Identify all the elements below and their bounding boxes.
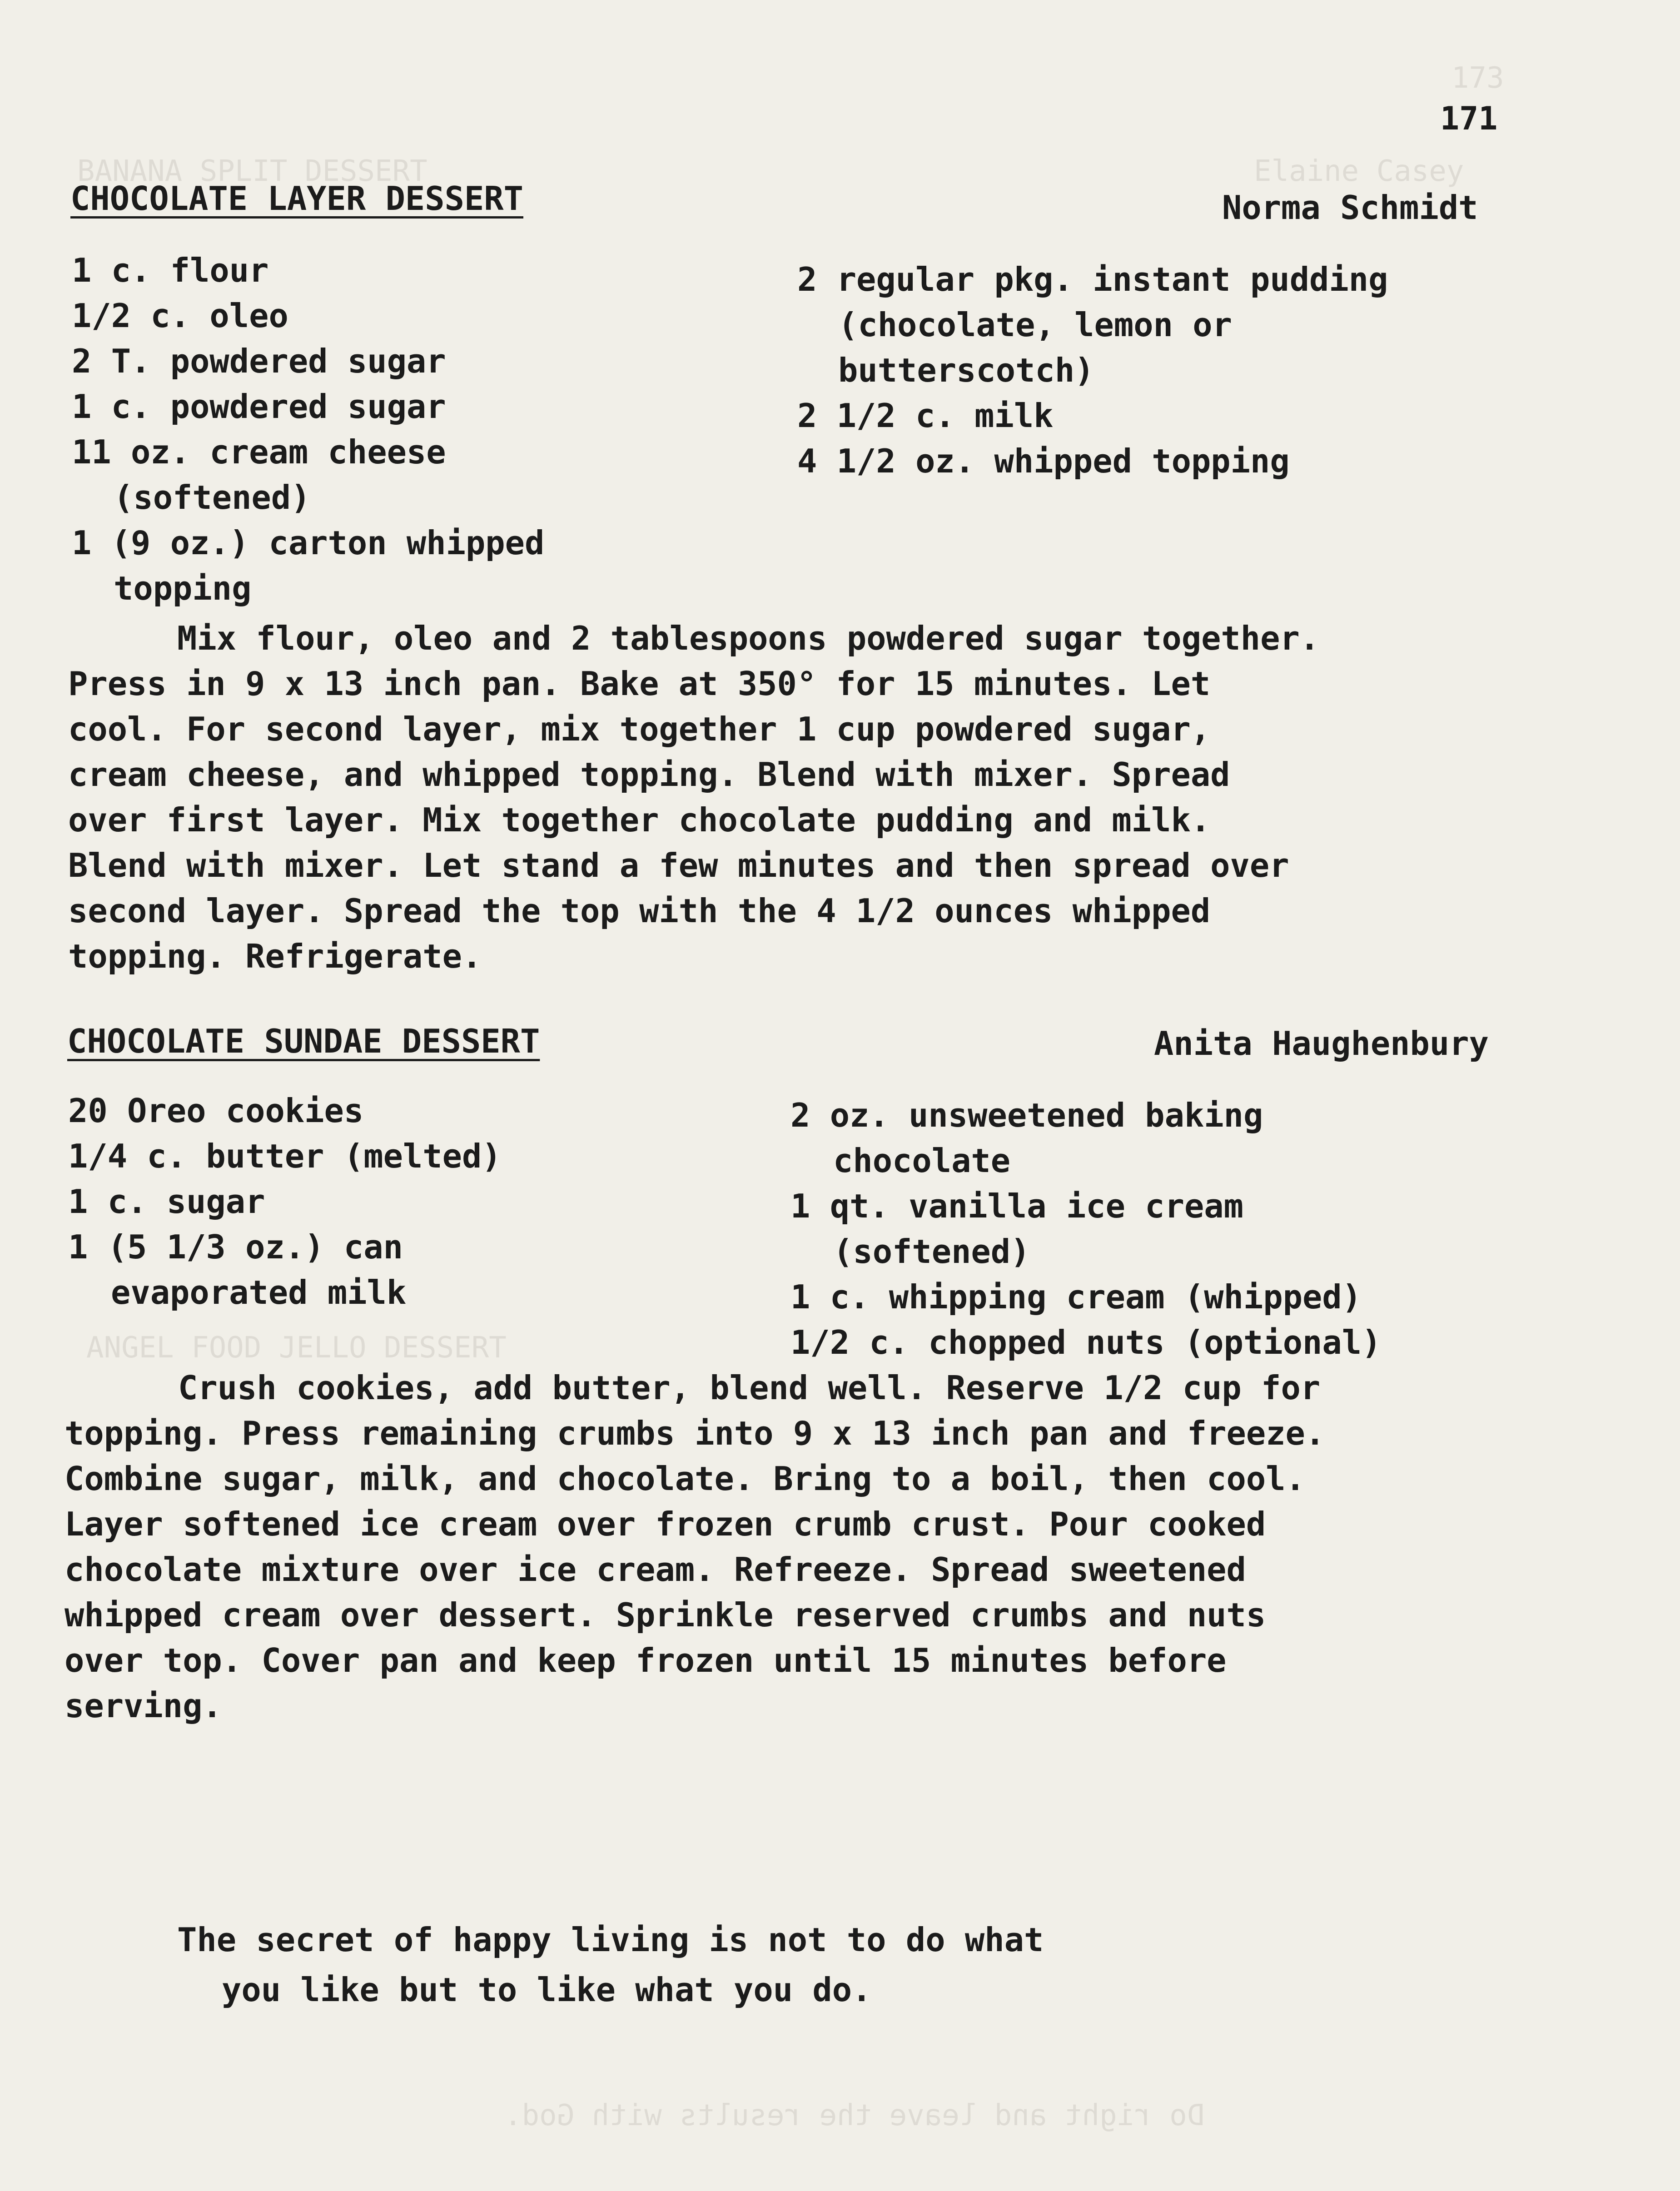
bleed-top-title: BANANA SPLIT DESSERT [77, 154, 427, 188]
bleed-mid-title: ANGEL FOOD JELLO DESSERT [86, 1331, 507, 1365]
ingredient-line: (softened) [833, 1232, 1030, 1271]
recipe1-title: CHOCOLATE LAYER DESSERT [70, 179, 523, 218]
ingredient-line: 1/2 c. chopped nuts (optional) [790, 1323, 1382, 1361]
recipe1-ingredients-left [72, 248, 544, 611]
recipe2-author: Anita Haughenbury [1154, 1024, 1489, 1063]
ingredient-line: 2 oz. unsweetened baking [790, 1096, 1263, 1134]
ingredient-line: chocolate [833, 1142, 1011, 1180]
recipe1-directions [68, 616, 1522, 979]
ingredient-line: (softened) [114, 478, 311, 517]
ingredient-line: 2 T. powdered sugar [72, 342, 446, 380]
direction-line: Press in 9 x 13 inch pan. Bake at 350° for 15 minutes. Let [68, 665, 1211, 703]
direction-line: topping. Refrigerate. [68, 937, 482, 975]
ingredient-line: 2 1/2 c. milk [797, 397, 1054, 435]
ingredient-line: 2 regular pkg. instant pudding [797, 260, 1388, 298]
bleed-page-number: 173 [1451, 61, 1504, 95]
ingredient-line: 11 oz. cream cheese [72, 433, 446, 471]
direction-line: Mix flour, oleo and 2 tablespoons powdered sugar together. [177, 619, 1320, 657]
ingredient-line: 20 Oreo cookies [68, 1092, 364, 1130]
quote-line-1: The secret of happy living is not to do what [177, 1921, 1044, 1959]
recipe2-title: CHOCOLATE SUNDAE DESSERT [67, 1022, 540, 1060]
direction-line: over first layer. Mix together chocolate pudding and milk. [68, 801, 1211, 839]
bleed-top-author: Elaine Casey [1254, 154, 1464, 188]
ingredient-line: evaporated milk [111, 1273, 407, 1312]
direction-line: second layer. Spread the top with the 4 1/2 ounces whipped [68, 892, 1211, 930]
bleed-bottom-line: Do right and leave the results with God. [504, 2099, 1205, 2132]
direction-line: whipped cream over dessert. Sprinkle reserved crumbs and nuts [65, 1596, 1266, 1634]
recipe2-ingredients-right [790, 1093, 1381, 1365]
ingredient-line: 1 c. powdered sugar [72, 388, 446, 426]
ingredient-line: 4 1/2 oz. whipped topping [797, 442, 1290, 480]
direction-line: over top. Cover pan and keep frozen until 15 minutes before [65, 1641, 1227, 1679]
ingredient-line: topping [114, 569, 252, 607]
ingredient-line: 1/4 c. butter (melted) [68, 1137, 502, 1175]
recipe2-directions [65, 1365, 1518, 1729]
ingredient-line: butterscotch) [838, 351, 1094, 389]
ingredient-line: 1 (9 oz.) carton whipped [72, 524, 545, 562]
direction-line: cream cheese, and whipped topping. Blend with mixer. Spread [68, 755, 1230, 794]
page-number: 171 [1440, 100, 1498, 137]
direction-line: topping. Press remaining crumbs into 9 x 13 inch pan and freeze. [65, 1414, 1325, 1452]
ingredient-line: 1 c. flour [72, 251, 269, 289]
quote-line-2: you like but to like what you do. [222, 1971, 872, 2009]
direction-line: Blend with mixer. Let stand a few minutes and then spread over [68, 846, 1289, 884]
direction-line: Combine sugar, milk, and chocolate. Bring to a boil, then cool. [65, 1460, 1305, 1498]
direction-line: Crush cookies, add butter, blend well. Reserve 1/2 cup for [178, 1369, 1321, 1407]
direction-line: cool. For second layer, mix together 1 cup powdered sugar, [68, 710, 1211, 748]
ingredient-line: 1/2 c. oleo [72, 297, 288, 335]
ingredient-line: 1 (5 1/3 oz.) can [68, 1228, 403, 1266]
ingredient-line: 1 c. whipping cream (whipped) [790, 1278, 1362, 1316]
direction-line: serving. [65, 1687, 222, 1725]
recipe2-ingredients-left [68, 1088, 502, 1315]
recipe1-ingredients-right [797, 257, 1388, 484]
closing-quote [177, 1915, 1044, 2015]
recipe1-author: Norma Schmidt [1222, 189, 1478, 227]
ingredient-line: (chocolate, lemon or [838, 306, 1232, 344]
ingredient-line: 1 c. sugar [68, 1182, 265, 1221]
ingredient-line: 1 qt. vanilla ice cream [790, 1187, 1243, 1225]
direction-line: chocolate mixture over ice cream. Refreeze. Spread sweetened [65, 1550, 1246, 1589]
direction-line: Layer softened ice cream over frozen crumb crust. Pour cooked [65, 1505, 1266, 1543]
